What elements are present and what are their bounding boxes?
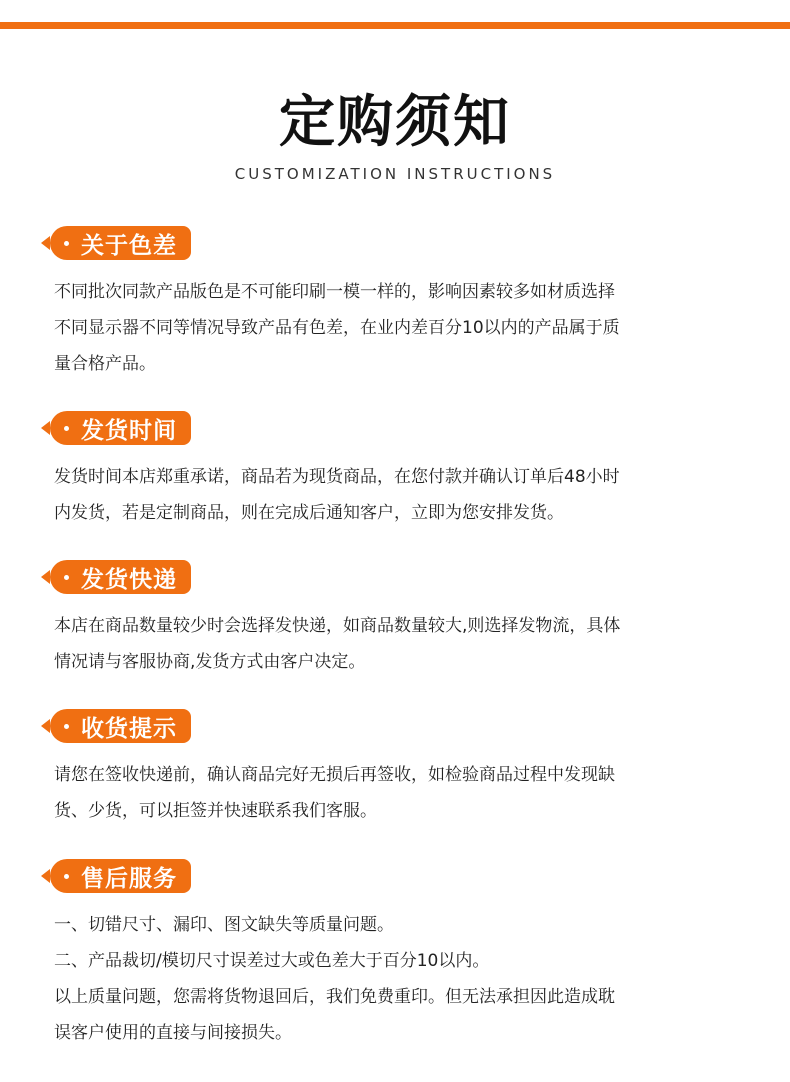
body-line: 不同显示器不同等情况导致产品有色差，在业内差百分10以内的产品属于质 <box>54 318 620 338</box>
bullet-dot-icon <box>64 724 69 729</box>
section-badge <box>50 226 191 260</box>
body-line: 不同批次同款产品版色是不可能印刷一模一样的，影响因素较多如材质选择 <box>54 282 615 302</box>
section-heading: 关于色差 <box>81 232 177 259</box>
section-heading: 发货快递 <box>81 566 177 593</box>
body-line: 情况请与客服协商,发货方式由客户决定。 <box>54 652 366 672</box>
page-subtitle: CUSTOMIZATION INSTRUCTIONS <box>234 165 556 183</box>
section-receipt-tips <box>54 709 754 829</box>
body-line: 内发货，若是定制商品，则在完成后通知客户，立即为您安排发货。 <box>54 503 564 523</box>
body-line: 货、少货，可以拒签并快速联系我们客服。 <box>54 801 377 821</box>
body-line: 二、产品裁切/模切尺寸误差过大或色差大于百分10以内。 <box>54 951 490 971</box>
section-body <box>54 757 754 829</box>
section-after-sales <box>54 859 754 1051</box>
badge-arrow-icon <box>41 719 50 733</box>
section-body <box>54 608 754 680</box>
section-shipping-time <box>54 411 754 531</box>
body-line: 以上质量问题，您需将货物退回后，我们免费重印。但无法承担因此造成耽 <box>54 987 615 1007</box>
body-line: 误客户使用的直接与间接损失。 <box>54 1023 292 1043</box>
section-heading: 收货提示 <box>81 715 177 742</box>
badge-arrow-icon <box>41 869 50 883</box>
section-heading: 售后服务 <box>81 865 177 892</box>
bullet-dot-icon <box>64 241 69 246</box>
body-line: 一、切错尺寸、漏印、图文缺失等质量问题。 <box>54 915 394 935</box>
section-shipping-courier <box>54 560 754 680</box>
page-title: 定购须知 <box>279 89 511 155</box>
section-body <box>54 459 754 531</box>
section-badge <box>50 709 191 743</box>
section-badge <box>50 859 191 893</box>
section-color-difference <box>54 226 754 382</box>
section-heading: 发货时间 <box>81 417 177 444</box>
bullet-dot-icon <box>64 575 69 580</box>
body-line: 量合格产品。 <box>54 354 156 374</box>
badge-arrow-icon <box>41 570 50 584</box>
section-badge <box>50 411 191 445</box>
section-badge <box>50 560 191 594</box>
body-line: 本店在商品数量较少时会选择发快递，如商品数量较大,则选择发物流，具体 <box>54 616 621 636</box>
body-line: 请您在签收快递前，确认商品完好无损后再签收，如检验商品过程中发现缺 <box>54 765 615 785</box>
badge-arrow-icon <box>41 421 50 435</box>
body-line: 发货时间本店郑重承诺，商品若为现货商品，在您付款并确认订单后48小时 <box>54 467 620 487</box>
top-accent-bar <box>0 22 790 29</box>
section-body <box>54 274 754 382</box>
section-body <box>54 907 754 1051</box>
badge-arrow-icon <box>41 236 50 250</box>
bullet-dot-icon <box>64 874 69 879</box>
bullet-dot-icon <box>64 426 69 431</box>
